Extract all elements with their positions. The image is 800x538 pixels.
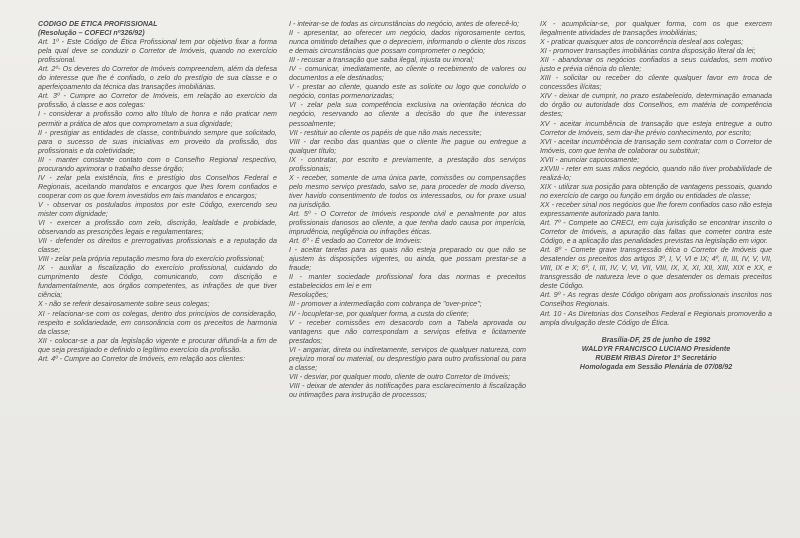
column-3 <box>540 20 772 532</box>
paragraph: Art. 3º - Cumpre ao Corretor de Imóveis, em relação ao exercício da profissão, à classe e aos colegas: <box>38 92 277 110</box>
paragraph: IX - auxiliar a fiscalização do exercício profissional, cuidando do cumprimento deste Código, comunicando, com discrição e fundamentalmente, aos órgãos competentes, as infrações de que tiver ciência; <box>38 264 277 300</box>
paragraph: VIII - deixar de atender às notificações para esclarecimento à fiscalização ou intimações para instrução de processos; <box>289 381 526 399</box>
paragraph: zXVIII - reter em suas mãos negócio, quando não tiver probabilidade de realizá-lo; <box>540 164 772 182</box>
paragraph: III - manter constante contato com o Conselho Regional respectivo, procurando aprimorar o trabalho desse órgão; <box>38 155 277 173</box>
paragraph: RUBEM RIBAS Diretor 1º Secretário <box>595 353 717 362</box>
paragraph: VI - exercer a profissão com zelo, discrição, lealdade e probidade, observando as prescrições legais e regulamentares; <box>38 219 277 237</box>
paragraph: V - prestar ao cliente, quando este as solicite ou logo que concluído o negócio, contas pormenorizadas; <box>289 83 526 101</box>
paragraph: X - receber, somente de uma única parte, comissões ou compensações pelo mesmo serviço prestado, salvo se, para proceder de modo diverso, tiver havido consentimento de todos os interessados, ou for praxe usual na jurisdição. <box>289 173 526 209</box>
paragraph: II - prestigiar as entidades de classe, contribuindo sempre que solicitado, para o sucesso de suas iniciativas em proveito da profissão, dos profissionais e da coletividade; <box>38 128 277 155</box>
paragraph: Homologada em Sessão Plenária de 07/08/92 <box>579 362 733 371</box>
paragraph: III - promover a intermediação com cobrança de "over-price"; <box>289 300 482 309</box>
paragraph: I - considerar a profissão como alto título de honra e não praticar nem permitir a prática de atos que comprometam a sua dignidade; <box>38 110 277 128</box>
paragraph: Art. 9º - As regras deste Código obrigam aos profissionais inscritos nos Conselhos Regionais. <box>540 291 772 309</box>
column-3-body <box>540 20 772 328</box>
paragraph: XIX - utilizar sua posição para obtenção de vantagens pessoais, quando no exercício de cargo ou função em órgão ou entidades de classe; <box>540 182 772 200</box>
paragraph: XI - promover transações imobiliárias contra disposição literal da lei; <box>540 47 756 56</box>
paragraph: Art. 1º - Este Código de Ética Profissional tem por objetivo fixar a forma pela qual deve se conduzir o Corretor de Imóveis, quando no exercício profissional. <box>38 38 277 65</box>
paragraph: I - inteirar-se de todas as circunstâncias do negócio, antes de oferecê-lo; <box>289 20 520 28</box>
paragraph: XII - abandonar os negócios confiados a seus cuidados, sem motivo justo e prévia ciência do cliente; <box>540 56 772 74</box>
paragraph: VI - zelar pela sua competência exclusiva na orientação técnica do negócio, reservando ao cliente a decisão do que lhe interessar pessoalmente; <box>289 101 526 128</box>
paragraph: VII - desviar, por qualquer modo, cliente de outro Corretor de Imóveis; <box>289 372 511 381</box>
paragraph: Art. 7º - Compete ao CRECI, em cuja jurisdição se encontrar inscrito o Corretor de Imóveis, a apuração das faltas que cometer contra este Código, e a aplicação das penalidades previstas na legislação em vigor. <box>540 219 772 246</box>
paragraph: Resoluções; <box>289 291 329 300</box>
paragraph: IX - acumpliciar-se, por qualquer forma, com os que exercem ilegalmente atividades de transações imobiliárias; <box>540 20 772 38</box>
paragraph: X - não se referir desairosamente sobre seus colegas; <box>38 300 210 309</box>
paragraph: XV - aceitar incumbência de transação que esteja entregue a outro Corretor de Imóveis, sem dar-lhe prévio conhecimento, por escrito; <box>540 119 772 137</box>
paragraph: III - recusar a transação que saiba ilegal, injusta ou imoral; <box>289 56 474 65</box>
paragraph: IX - contratar, por escrito e previamente, a prestação dos serviços profissionais; <box>289 155 526 173</box>
paragraph: IV - zelar pela existência, fins e prestígio dos Conselhos Federal e Regionais, aceitando mandatos e encargos que lhes forem confiados e cooperar com os que forem investidos em tais mandatos e encargos; <box>38 173 277 200</box>
paragraph: Art. 2º- Os deveres do Corretor de Imóveis compreendem, além da defesa do interesse que lhe é confiado, o zelo do prestígio de sua classe e o aperfeiçoamento da técnica das transações imobiliárias. <box>38 65 277 92</box>
paragraph: XIV - deixar de cumprir, no prazo estabelecido, determinação emanada do órgão ou autoridade dos Conselhos, em matéria de competência destes; <box>540 92 772 119</box>
paragraph: II - apresentar, ao oferecer um negócio, dados rigorosamente certos, nunca omitindo detalhes que o depreciem, informando o cliente dos riscos e demais circunstâncias que possam comprometer o negócio; <box>289 29 526 56</box>
column-1-body <box>38 38 277 364</box>
paragraph: IV - comunicar, imediatamente, ao cliente o recebimento de valores ou documentos a ele destinados; <box>289 65 526 83</box>
paragraph: WALDYR FRANCISCO LUCIANO Presidente <box>581 344 731 353</box>
document-subtitle: (Resolução – COFECI nº326/92) <box>38 29 145 38</box>
paragraph: Art. 6º - É vedado ao Corretor de Imóveis: <box>289 237 422 246</box>
document-title: CÓDIGO DE ÉTICA PROFISSIONAL <box>38 20 158 28</box>
paragraph: I - aceitar tarefas para as quais não esteja preparado ou que não se ajustem às disposições vigentes, ou ainda, que possam prestar-se a fraude; <box>289 246 526 273</box>
paragraph: XX - receber sinal nos negócios que lhe forem confiados caso não esteja expressamente autorizado para tanto. <box>540 200 772 218</box>
paragraph: V - receber comissões em desacordo com a Tabela aprovada ou vantagens que não correspondam a serviços efetiva e licitamente prestados; <box>289 318 526 345</box>
column-2 <box>289 20 526 532</box>
paragraph: XIII - solicitar ou receber do cliente qualquer favor em troca de concessões ilícitas; <box>540 74 772 92</box>
paragraph: VI - angariar, direta ou indiretamente, serviços de qualquer natureza, com prejuízo moral ou material, ou desprestígio para outro profissional ou para a classe; <box>289 345 526 372</box>
paragraph: XI - relacionar-se com os colegas, dentro dos princípios de consideração, respeito e solidariedade, em consonância com os preceitos de harmonia da classe; <box>38 309 277 336</box>
paragraph: XVI - aceitar incumbência de transação sem contratar com o Corretor de Imóveis, com que tenha de colaborar ou substituir; <box>540 137 772 155</box>
paragraph: V - observar os postulados impostos por este Código, exercendo seu mister com dignidade; <box>38 200 277 218</box>
paragraph: X - praticar quaisquer atos de concorrência desleal aos colegas; <box>540 38 744 47</box>
paragraph: II - manter sociedade profissional fora das normas e preceitos estabelecidos em lei e em <box>289 273 526 291</box>
paragraph: VIII - zelar pela própria reputação mesmo fora do exercício profissional; <box>38 255 265 264</box>
paragraph: VII - defender os direitos e prerrogativas profissionais e a reputação da classe; <box>38 237 277 255</box>
paragraph: VIII - dar recibo das quantias que o cliente lhe pague ou entregue a qualquer título; <box>289 137 526 155</box>
paragraph: Art. 10 - As Diretorias dos Conselhos Federal e Regionais promoverão a ampla divulgação deste Código de Ética. <box>540 309 772 327</box>
paragraph: Art. 5º - O Corretor de Imóveis responde civil e penalmente por atos profissionais danosos ao cliente, a que tenha dado causa por imperícia, imprudência, negligência ou infrações éticas. <box>289 209 526 237</box>
column-1 <box>38 20 277 532</box>
column-2-body <box>289 20 526 400</box>
paragraph: Art. 8º - Comete grave transgressão ética o Corretor de Imóveis que desatender os preceitos dos artigos 3º, I, V, VI e IX; 4º, II, III, IV, V, VII, VIII, IX e X; 6º, I, III, IV, V, VI, VII, VIII, IX, X, XI, XII, XIII, XIX e XX, e transgressão de natureza leve o que desatender os demais preceitos deste Código. <box>540 246 772 291</box>
paragraph: Brasília-DF, 25 de junho de 1992 <box>601 335 711 344</box>
signature-block <box>540 336 772 372</box>
paragraph: XII - colocar-se a par da legislação vigente e procurar difundi-la a fim de que seja prestigiado e definido o legítimo exercício da profissão. <box>38 336 277 354</box>
paragraph: Art. 4º - Cumpre ao Corretor de Imóveis, em relação aos clientes: <box>38 354 245 363</box>
paragraph: IV - locupletar-se, por qualquer forma, a custa do cliente; <box>289 309 469 318</box>
paragraph: XVII - anunciar capciosamente; <box>540 155 640 164</box>
paragraph: VII - restituir ao cliente os papéis de que não mais necessite; <box>289 128 482 137</box>
